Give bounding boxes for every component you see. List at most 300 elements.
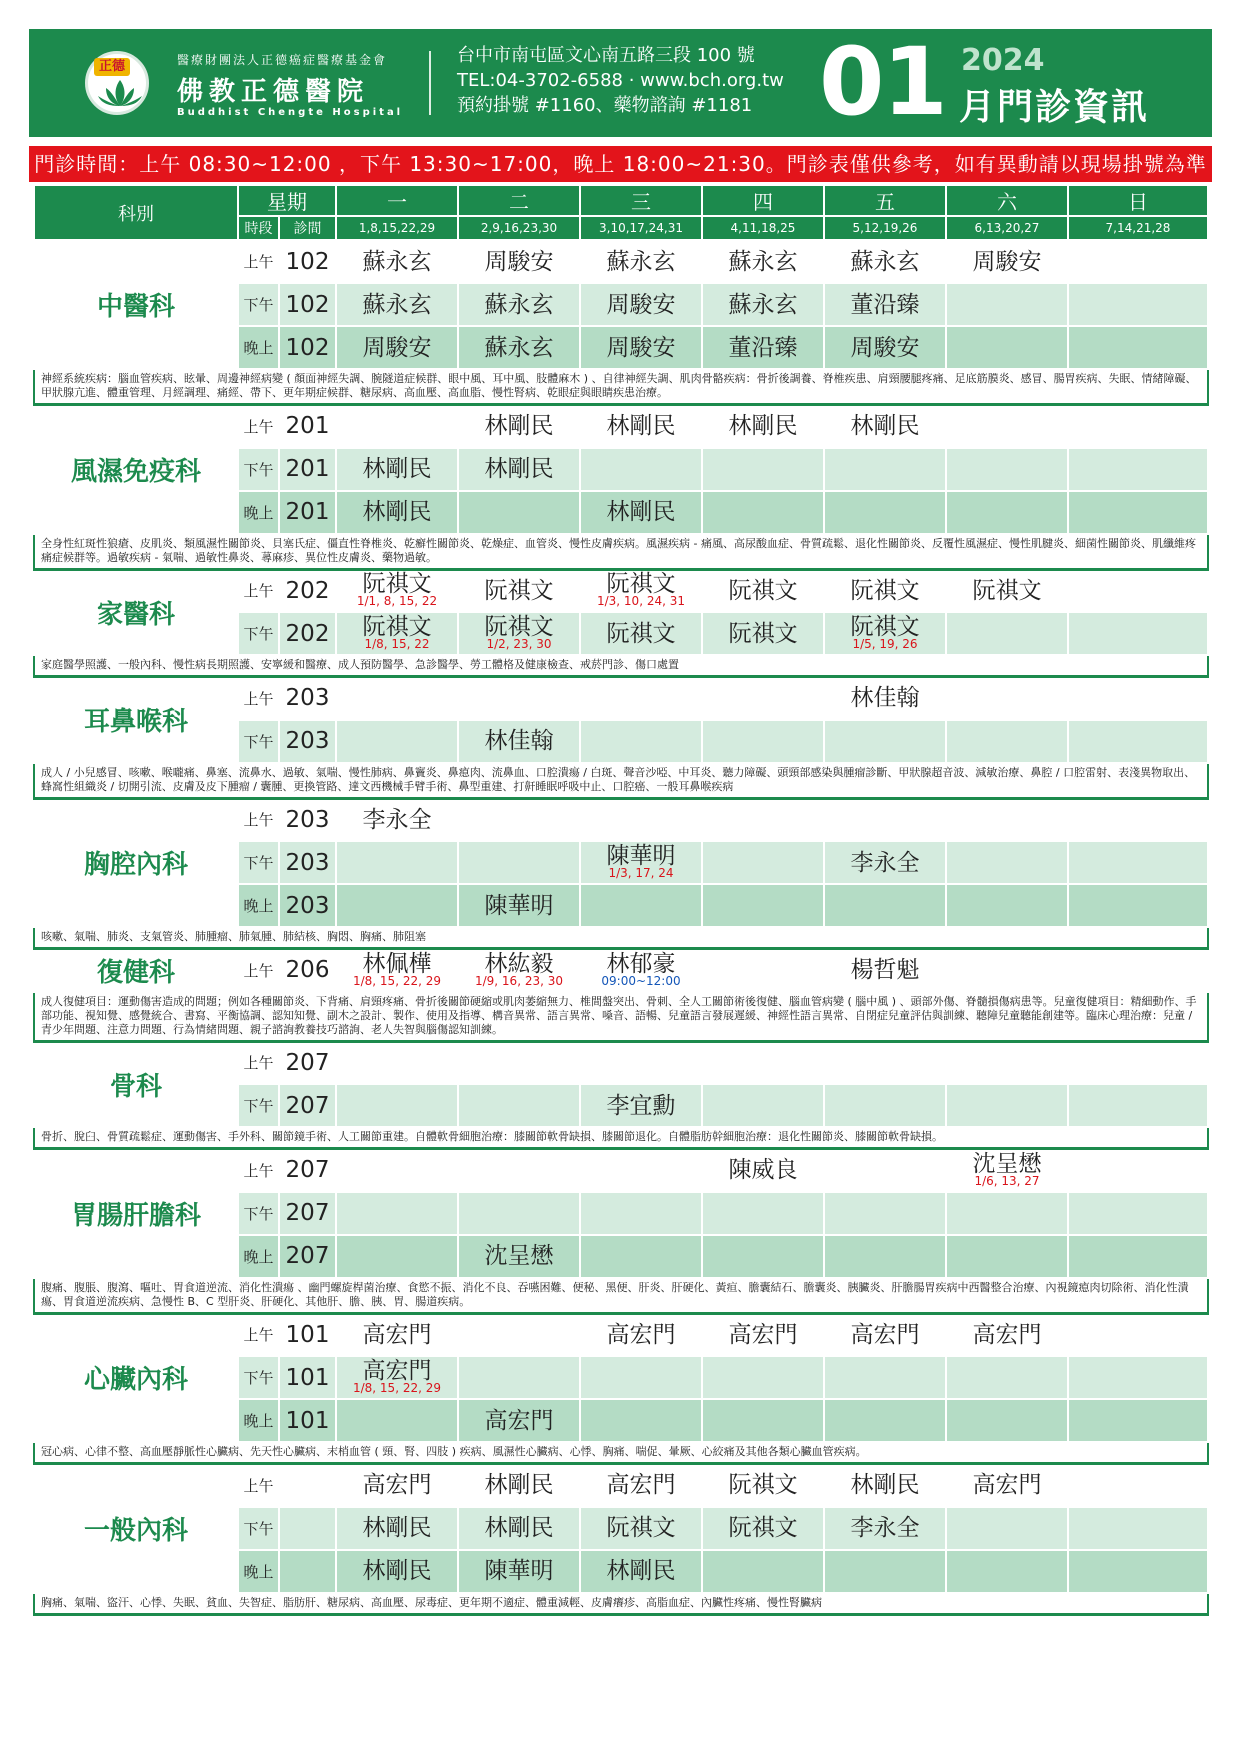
doctor-cell-sun xyxy=(1068,798,1208,841)
doctor-name: 高宏門 xyxy=(362,1321,432,1348)
doctor-cell-fri xyxy=(824,283,946,326)
header-banner xyxy=(29,29,1212,137)
time-slot: 上午 xyxy=(238,569,279,612)
doctor-cell-wed xyxy=(580,1399,702,1442)
doctor-cell-fri xyxy=(824,1507,946,1550)
room-number: 206 xyxy=(279,949,336,992)
doctor-name: 周駿安 xyxy=(362,334,432,361)
month-number: 01 xyxy=(819,28,946,137)
doctor-name: 林佳翰 xyxy=(850,685,920,712)
doctor-cell-wed xyxy=(580,1464,702,1507)
doctor-cell-sun xyxy=(1068,949,1208,992)
doctor-cell-fri xyxy=(824,1550,946,1593)
doctor-cell-tue xyxy=(458,1149,580,1192)
doctor-cell-sat xyxy=(946,1399,1068,1442)
doctor-name: 周駿安 xyxy=(606,334,676,361)
doctor-cell-fri xyxy=(824,1084,946,1127)
doctor-cell-tue xyxy=(458,1084,580,1127)
doctor-cell-tue xyxy=(458,1041,580,1084)
department-description: 全身性紅斑性狼瘡、皮肌炎、類風濕性關節炎、貝塞氏症、僵直性脊椎炎、乾癬性關節炎、乾燥症、血管炎、慢性皮膚疾病。風濕疾病 - 痛風、高尿酸血症、骨質疏鬆、退化性關節炎、反覆性風濕症、慢性肌腱炎、細菌性關節炎、肌纖維疼痛症候群等。過敏疾病 - 氣喘、過敏性鼻炎、蕁麻疹、異位性皮膚炎、藥物過敏。 xyxy=(34,534,1208,570)
doctor-name: 阮祺文 xyxy=(606,1515,676,1541)
doctor-cell-sun xyxy=(1068,1313,1208,1356)
header-divider xyxy=(429,51,431,115)
doctor-cell-wed xyxy=(580,1149,702,1192)
header-dates-thu: 4,11,18,25 xyxy=(702,216,824,240)
doctor-cell-wed xyxy=(580,326,702,369)
doctor-cell-sun xyxy=(1068,1192,1208,1235)
schedule-row xyxy=(34,1313,1208,1356)
doctor-cell-sat xyxy=(946,405,1068,448)
department-description: 家庭醫學照護、一般內科、慢性病長期照護、安寧緩和醫療、成人預防醫學、急診醫學、勞工體格及健康檢查、戒菸門診、傷口處置 xyxy=(34,655,1208,677)
doctor-cell-sat xyxy=(946,491,1068,534)
time-slot: 上午 xyxy=(238,240,279,283)
doctor-name: 林剛民 xyxy=(850,1472,920,1499)
doctor-cell-mon xyxy=(336,1313,458,1356)
doctor-cell-sun xyxy=(1068,569,1208,612)
doctor-name: 林佳翰 xyxy=(484,728,554,754)
doctor-name: 陳華明 xyxy=(606,843,676,869)
doctor-cell-thu xyxy=(702,240,824,283)
room-number: 203 xyxy=(279,720,336,763)
doctor-cell-tue xyxy=(458,448,580,491)
room-number: 101 xyxy=(279,1399,336,1442)
doctor-name: 周駿安 xyxy=(606,291,676,318)
doctor-cell-wed xyxy=(580,1550,702,1593)
department-description: 冠心病、心律不整、高血壓靜脈性心臟病、先天性心臟病、末梢血管 ( 頸、腎、四肢 ) 疾病、風濕性心臟病、心悸、胸痛、喘促、暈厥、心絞痛及其他各類心臟血管疾病。 xyxy=(34,1442,1208,1464)
doctor-name: 林剛民 xyxy=(362,456,432,482)
doctor-cell-wed xyxy=(580,405,702,448)
doctor-name: 林剛民 xyxy=(484,1472,554,1499)
doctor-name: 阮祺文 xyxy=(362,614,432,640)
doctor-name: 李永全 xyxy=(362,806,432,833)
doctor-name: 林剛民 xyxy=(606,1558,676,1584)
doctor-dates: 1/5, 19, 26 xyxy=(852,637,918,651)
doctor-name: 董沿臻 xyxy=(850,291,920,318)
doctor-name: 林紘毅 xyxy=(484,950,554,977)
doctor-cell-thu xyxy=(702,1507,824,1550)
doctor-name: 蘇永玄 xyxy=(484,334,554,361)
doctor-name: 高宏門 xyxy=(850,1321,920,1348)
doctor-cell-tue xyxy=(458,612,580,655)
doctor-name: 周駿安 xyxy=(972,248,1042,275)
doctor-cell-fri xyxy=(824,491,946,534)
doctor-cell-tue xyxy=(458,283,580,326)
doctor-cell-thu xyxy=(702,841,824,884)
department-name: 胃腸肝膽科 xyxy=(34,1149,238,1278)
doctor-cell-thu xyxy=(702,798,824,841)
header-day-wed: 三 xyxy=(580,185,702,216)
doctor-name: 周駿安 xyxy=(484,248,554,275)
doctor-cell-fri xyxy=(824,884,946,927)
schedule-row xyxy=(34,240,1208,283)
doctor-cell-sat xyxy=(946,1464,1068,1507)
room-number: 101 xyxy=(279,1356,336,1399)
doctor-cell-sun xyxy=(1068,1041,1208,1084)
clinic-schedule-table xyxy=(33,184,1209,1616)
doctor-cell-mon xyxy=(336,1507,458,1550)
doctor-name: 阮祺文 xyxy=(728,1472,798,1499)
header-day-mon: 一 xyxy=(336,185,458,216)
room-number: 203 xyxy=(279,677,336,720)
doctor-cell-tue xyxy=(458,1313,580,1356)
schedule-row xyxy=(34,1041,1208,1084)
time-slot: 上午 xyxy=(238,949,279,992)
year: 2024 xyxy=(961,43,1045,78)
doctor-cell-tue xyxy=(458,1192,580,1235)
doctor-name: 阮祺文 xyxy=(850,614,920,640)
doctor-cell-sun xyxy=(1068,491,1208,534)
header-day-sat: 六 xyxy=(946,185,1068,216)
doctor-name: 林剛民 xyxy=(606,499,676,525)
header-dates-mon: 1,8,15,22,29 xyxy=(336,216,458,240)
doctor-cell-thu xyxy=(702,884,824,927)
doctor-cell-sat xyxy=(946,448,1068,491)
doctor-cell-sat xyxy=(946,569,1068,612)
doctor-cell-fri xyxy=(824,569,946,612)
room-number: 207 xyxy=(279,1084,336,1127)
time-slot: 下午 xyxy=(238,612,279,655)
doctor-cell-mon xyxy=(336,448,458,491)
doctor-dates: 1/6, 13, 27 xyxy=(974,1173,1040,1188)
doctor-cell-sat xyxy=(946,1149,1068,1192)
doctor-cell-sat xyxy=(946,1507,1068,1550)
doctor-name: 阮祺文 xyxy=(606,620,676,647)
doctor-name: 阮祺文 xyxy=(972,577,1042,604)
doctor-cell-mon xyxy=(336,1041,458,1084)
department-description-row xyxy=(34,1593,1208,1615)
doctor-name: 林剛民 xyxy=(606,413,676,440)
time-slot: 下午 xyxy=(238,841,279,884)
room-number: 102 xyxy=(279,283,336,326)
logo-badge: 正德 xyxy=(94,58,130,76)
doctor-cell-tue xyxy=(458,798,580,841)
doctor-cell-tue xyxy=(458,841,580,884)
page-title: 月門診資訊 xyxy=(959,87,1150,128)
doctor-cell-sat xyxy=(946,884,1068,927)
doctor-name: 蘇永玄 xyxy=(850,248,920,275)
doctor-name: 林剛民 xyxy=(484,456,554,482)
doctor-cell-thu xyxy=(702,612,824,655)
time-slot: 晚上 xyxy=(238,491,279,534)
schedule-row xyxy=(34,1149,1208,1192)
doctor-dates: 1/1, 8, 15, 22 xyxy=(356,594,438,609)
header-day-tue: 二 xyxy=(458,185,580,216)
room-number: 202 xyxy=(279,612,336,655)
doctor-cell-wed xyxy=(580,841,702,884)
room-number: 207 xyxy=(279,1149,336,1192)
doctor-cell-sun xyxy=(1068,720,1208,763)
doctor-cell-wed xyxy=(580,569,702,612)
doctor-cell-mon xyxy=(336,1356,458,1399)
doctor-name: 阮祺文 xyxy=(728,620,798,647)
doctor-cell-thu xyxy=(702,1192,824,1235)
doctor-name: 李永全 xyxy=(850,1515,920,1541)
hospital-name: 佛教正德醫院 xyxy=(177,77,370,107)
doctor-name: 沈呈懋 xyxy=(484,1243,554,1269)
doctor-name: 林剛民 xyxy=(362,499,432,525)
doctor-cell-sun xyxy=(1068,1399,1208,1442)
room-number: 202 xyxy=(279,569,336,612)
doctor-cell-wed xyxy=(580,798,702,841)
department-name: 骨科 xyxy=(34,1041,238,1127)
doctor-cell-mon xyxy=(336,884,458,927)
schedule-row xyxy=(34,1464,1208,1507)
time-slot: 晚上 xyxy=(238,1235,279,1278)
doctor-cell-sun xyxy=(1068,1550,1208,1593)
doctor-cell-wed xyxy=(580,1507,702,1550)
doctor-name: 林剛民 xyxy=(484,413,554,440)
doctor-cell-fri xyxy=(824,1235,946,1278)
doctor-cell-mon xyxy=(336,283,458,326)
doctor-name: 陳華明 xyxy=(484,1558,554,1584)
department-description: 胸痛、氣喘、盜汗、心悸、失眠、貧血、失智症、脂肪肝、糖尿病、高血壓、尿毒症、更年期不適症、體重減輕、皮膚癢疹、高脂血症、內臟性疼痛、慢性腎臟病 xyxy=(34,1593,1208,1615)
doctor-cell-wed xyxy=(580,1084,702,1127)
doctor-cell-fri xyxy=(824,612,946,655)
doctor-name: 蘇永玄 xyxy=(362,248,432,275)
department-description: 成人復健項目：運動傷害造成的問題；例如各種關節炎、下背痛、肩頸疼痛、骨折後關節硬縮或肌肉萎縮無力、椎間盤突出、骨刺、全人工關節術後復健、腦血管病變 ( 腦中風 ) 、頭部外傷、脊髓損傷病患等。兒童復健項目：精細動作、手部功能、視知覺、感覺統合、書寫、平衡協調、認知知覺、副木之設計、製作、使用及指導、構音異常、語言異常、嗓音、語暢、兒童語言發展遲緩、神經性語言異常、自閉症兒童評估與訓練、聽障兒童聽能創建等。臨床心理治療：兒童 / 青少年問題、注意力問題、行為情緒問題、親子諮詢教養技巧諮詢、老人失智與腦傷認知訓練。 xyxy=(34,992,1208,1042)
doctor-name: 林剛民 xyxy=(728,413,798,440)
time-slot: 上午 xyxy=(238,798,279,841)
doctor-cell-mon xyxy=(336,1149,458,1192)
doctor-cell-wed xyxy=(580,1041,702,1084)
doctor-name: 高宏門 xyxy=(606,1321,676,1348)
doctor-cell-sat xyxy=(946,841,1068,884)
doctor-name: 阮祺文 xyxy=(728,1515,798,1541)
schedule-row xyxy=(34,569,1208,612)
doctor-cell-mon xyxy=(336,612,458,655)
department-description-row xyxy=(34,1127,1208,1149)
doctor-cell-sun xyxy=(1068,841,1208,884)
doctor-name: 高宏門 xyxy=(362,1358,432,1384)
doctor-cell-sun xyxy=(1068,240,1208,283)
doctor-cell-tue xyxy=(458,1235,580,1278)
header-dates-tue: 2,9,16,23,30 xyxy=(458,216,580,240)
doctor-cell-fri xyxy=(824,1399,946,1442)
time-slot: 下午 xyxy=(238,1192,279,1235)
department-description-row xyxy=(34,1278,1208,1314)
doctor-cell-mon xyxy=(336,1235,458,1278)
doctor-cell-fri xyxy=(824,841,946,884)
doctor-cell-mon xyxy=(336,405,458,448)
department-name: 胸腔內科 xyxy=(34,798,238,927)
doctor-cell-sun xyxy=(1068,1084,1208,1127)
doctor-name: 林剛民 xyxy=(484,1515,554,1541)
doctor-dates: 1/8, 15, 22 xyxy=(364,637,430,651)
time-slot: 上午 xyxy=(238,405,279,448)
room-number: 201 xyxy=(279,405,336,448)
doctor-name: 林郁豪 xyxy=(606,950,676,977)
doctor-dates: 1/3, 17, 24 xyxy=(608,866,674,880)
doctor-cell-tue xyxy=(458,405,580,448)
time-slot: 上午 xyxy=(238,677,279,720)
doctor-cell-fri xyxy=(824,677,946,720)
header-dates-wed: 3,10,17,24,31 xyxy=(580,216,702,240)
doctor-cell-wed xyxy=(580,283,702,326)
doctor-name: 李宜勳 xyxy=(606,1092,676,1119)
time-slot: 晚上 xyxy=(238,1550,279,1593)
doctor-cell-sat xyxy=(946,1192,1068,1235)
doctor-cell-sat xyxy=(946,1041,1068,1084)
doctor-name: 阮祺文 xyxy=(362,571,432,598)
doctor-cell-tue xyxy=(458,1356,580,1399)
header-dept: 科別 xyxy=(34,185,238,240)
header-dates-sat: 6,13,20,27 xyxy=(946,216,1068,240)
room-number: 203 xyxy=(279,884,336,927)
doctor-cell-mon xyxy=(336,1464,458,1507)
time-slot: 上午 xyxy=(238,1041,279,1084)
doctor-cell-wed xyxy=(580,884,702,927)
doctor-cell-tue xyxy=(458,720,580,763)
header-day-sun: 日 xyxy=(1068,185,1208,216)
doctor-name: 蘇永玄 xyxy=(362,291,432,318)
time-slot: 下午 xyxy=(238,1507,279,1550)
department-description: 骨折、脫臼、骨質疏鬆症、運動傷害、手外科、關節鏡手術、人工關節重建。自體軟骨細胞治療：膝關節軟骨缺損、膝關節退化。自體脂肪幹細胞治療：退化性關節炎、膝關節軟骨缺損。 xyxy=(34,1127,1208,1149)
doctor-cell-wed xyxy=(580,949,702,992)
doctor-cell-mon xyxy=(336,949,458,992)
doctor-cell-thu xyxy=(702,405,824,448)
doctor-cell-tue xyxy=(458,326,580,369)
department-name: 一般內科 xyxy=(34,1464,238,1593)
doctor-cell-fri xyxy=(824,1192,946,1235)
time-slot: 下午 xyxy=(238,283,279,326)
schedule-row xyxy=(34,949,1208,992)
time-slot: 下午 xyxy=(238,1356,279,1399)
doctor-cell-thu xyxy=(702,1313,824,1356)
lotus-icon xyxy=(96,78,144,108)
doctor-cell-wed xyxy=(580,448,702,491)
room-number: 207 xyxy=(279,1235,336,1278)
doctor-cell-wed xyxy=(580,240,702,283)
foundation-name: 醫療財團法人正德癌症醫療基金會 xyxy=(177,53,388,67)
department-description: 腹痛、腹脹、腹瀉、嘔吐、胃食道逆流、消化性潰瘍 、幽門螺旋桿菌治療、食慾不振、消化不良、吞嚥困難、便秘、黑便、肝炎、肝硬化、黃疸、膽囊結石、膽囊炎、胰臟炎、肝膽腸胃疾病中西醫整合治療、內視鏡瘜肉切除術、消化性潰瘍、胃食道逆流疾病、急慢性 B、C 型肝炎、肝硬化、其他肝、膽、胰、胃、腸道疾病。 xyxy=(34,1278,1208,1314)
time-slot: 晚上 xyxy=(238,884,279,927)
doctor-cell-mon xyxy=(336,841,458,884)
department-description: 成人 / 小兒感冒、咳嗽、喉嚨痛、鼻塞、流鼻水、過敏、氣喘、慢性肺病、鼻竇炎、鼻瘜肉、流鼻血、口腔潰瘍 / 白斑、聲音沙啞、中耳炎、聽力障礙、頭頸部感染與腫瘤診斷、甲狀腺超音波、減敏治療、鼻腔 / 口腔雷射、表淺異物取出、蜂窩性組織炎 / 切開引流、皮膚及皮下腫瘤 / 囊腫、更換管路、達文西機械手臂手術、鼻型重建、打鼾睡眠呼吸中止、口腔癌、一般耳鼻喉疾病 xyxy=(34,763,1208,799)
doctor-name: 楊哲魁 xyxy=(850,957,920,984)
doctor-cell-thu xyxy=(702,720,824,763)
doctor-name: 高宏門 xyxy=(972,1321,1042,1348)
doctor-cell-fri xyxy=(824,240,946,283)
doctor-cell-tue xyxy=(458,1464,580,1507)
doctor-name: 高宏門 xyxy=(606,1472,676,1499)
room-number xyxy=(279,1550,336,1593)
header-day-thu: 四 xyxy=(702,185,824,216)
doctor-cell-wed xyxy=(580,1356,702,1399)
doctor-cell-tue xyxy=(458,949,580,992)
doctor-cell-thu xyxy=(702,1464,824,1507)
doctor-name: 蘇永玄 xyxy=(728,248,798,275)
booking-info: 預約掛號 #1160、藥物諮詢 #1181 xyxy=(457,95,753,116)
room-number: 207 xyxy=(279,1041,336,1084)
doctor-name: 阮祺文 xyxy=(484,577,554,604)
doctor-cell-wed xyxy=(580,677,702,720)
doctor-dates: 09:00~12:00 xyxy=(601,973,681,988)
doctor-cell-mon xyxy=(336,491,458,534)
doctor-cell-thu xyxy=(702,1235,824,1278)
header-weekday: 星期 xyxy=(238,185,336,216)
doctor-cell-mon xyxy=(336,240,458,283)
doctor-cell-tue xyxy=(458,240,580,283)
doctor-cell-sat xyxy=(946,798,1068,841)
department-description-row xyxy=(34,369,1208,405)
doctor-cell-thu xyxy=(702,949,824,992)
header-room: 診間 xyxy=(279,216,336,240)
doctor-cell-mon xyxy=(336,569,458,612)
room-number: 203 xyxy=(279,798,336,841)
room-number xyxy=(279,1464,336,1507)
department-name: 家醫科 xyxy=(34,569,238,655)
doctor-cell-thu xyxy=(702,491,824,534)
doctor-name: 董沿臻 xyxy=(728,334,798,361)
doctor-cell-sat xyxy=(946,720,1068,763)
department-name: 中醫科 xyxy=(34,240,238,369)
doctor-cell-tue xyxy=(458,677,580,720)
doctor-cell-tue xyxy=(458,491,580,534)
doctor-name: 高宏門 xyxy=(972,1472,1042,1499)
doctor-name: 陳華明 xyxy=(484,892,554,919)
doctor-cell-sun xyxy=(1068,1507,1208,1550)
doctor-cell-wed xyxy=(580,1235,702,1278)
doctor-cell-sun xyxy=(1068,612,1208,655)
doctor-cell-sat xyxy=(946,1313,1068,1356)
doctor-cell-fri xyxy=(824,949,946,992)
department-description: 神經系統疾病：腦血管疾病、眩暈、周邊神經病變 ( 顏面神經失調、腕隧道症候群、眼中風、耳中風、肢體麻木 ) 、自律神經失調、肌肉骨骼疾病：骨折後調養、脊椎疾患、肩頸腰腿疼痛、足底筋膜炎、感冒、腸胃疾病、失眠、情緒障礙、甲狀腺亢進、體重管理、月經調理、痛經、帶下、更年期症候群、糖尿病、高血壓、高血脂、慢性腎病、乾眼症與眼睛疾患治療。 xyxy=(34,369,1208,405)
doctor-cell-thu xyxy=(702,1550,824,1593)
doctor-cell-thu xyxy=(702,677,824,720)
doctor-cell-sat xyxy=(946,677,1068,720)
doctor-cell-mon xyxy=(336,326,458,369)
address: 台中市南屯區文心南五路三段 100 號 xyxy=(457,45,755,66)
header-dates-sun: 7,14,21,28 xyxy=(1068,216,1208,240)
doctor-cell-sat xyxy=(946,283,1068,326)
doctor-name: 沈呈懋 xyxy=(972,1150,1042,1177)
doctor-cell-thu xyxy=(702,1084,824,1127)
doctor-cell-fri xyxy=(824,798,946,841)
department-name: 耳鼻喉科 xyxy=(34,677,238,763)
doctor-name: 高宏門 xyxy=(728,1321,798,1348)
time-slot: 晚上 xyxy=(238,326,279,369)
doctor-cell-mon xyxy=(336,1550,458,1593)
doctor-name: 阮祺文 xyxy=(484,614,554,640)
doctor-name: 林剛民 xyxy=(362,1558,432,1584)
doctor-cell-sat xyxy=(946,1356,1068,1399)
doctor-name: 林剛民 xyxy=(850,413,920,440)
doctor-cell-thu xyxy=(702,1041,824,1084)
doctor-cell-sat xyxy=(946,326,1068,369)
doctor-cell-sun xyxy=(1068,884,1208,927)
doctor-cell-mon xyxy=(336,1084,458,1127)
doctor-cell-wed xyxy=(580,491,702,534)
doctor-cell-sat xyxy=(946,240,1068,283)
phone-website: TEL:04-3702-6588 · www.bch.org.tw xyxy=(457,70,784,91)
room-number xyxy=(279,1507,336,1550)
doctor-cell-thu xyxy=(702,1399,824,1442)
doctor-cell-sat xyxy=(946,949,1068,992)
doctor-cell-sun xyxy=(1068,1464,1208,1507)
doctor-cell-sat xyxy=(946,612,1068,655)
room-number: 203 xyxy=(279,841,336,884)
doctor-name: 林剛民 xyxy=(362,1515,432,1541)
room-number: 201 xyxy=(279,491,336,534)
doctor-name: 阮祺文 xyxy=(606,571,676,598)
department-name: 風濕免疫科 xyxy=(34,405,238,534)
time-slot: 下午 xyxy=(238,720,279,763)
hospital-english-name: Buddhist Chengte Hospital xyxy=(177,107,404,118)
doctor-cell-fri xyxy=(824,326,946,369)
doctor-cell-thu xyxy=(702,326,824,369)
header-slot: 時段 xyxy=(238,216,279,240)
room-number: 207 xyxy=(279,1192,336,1235)
